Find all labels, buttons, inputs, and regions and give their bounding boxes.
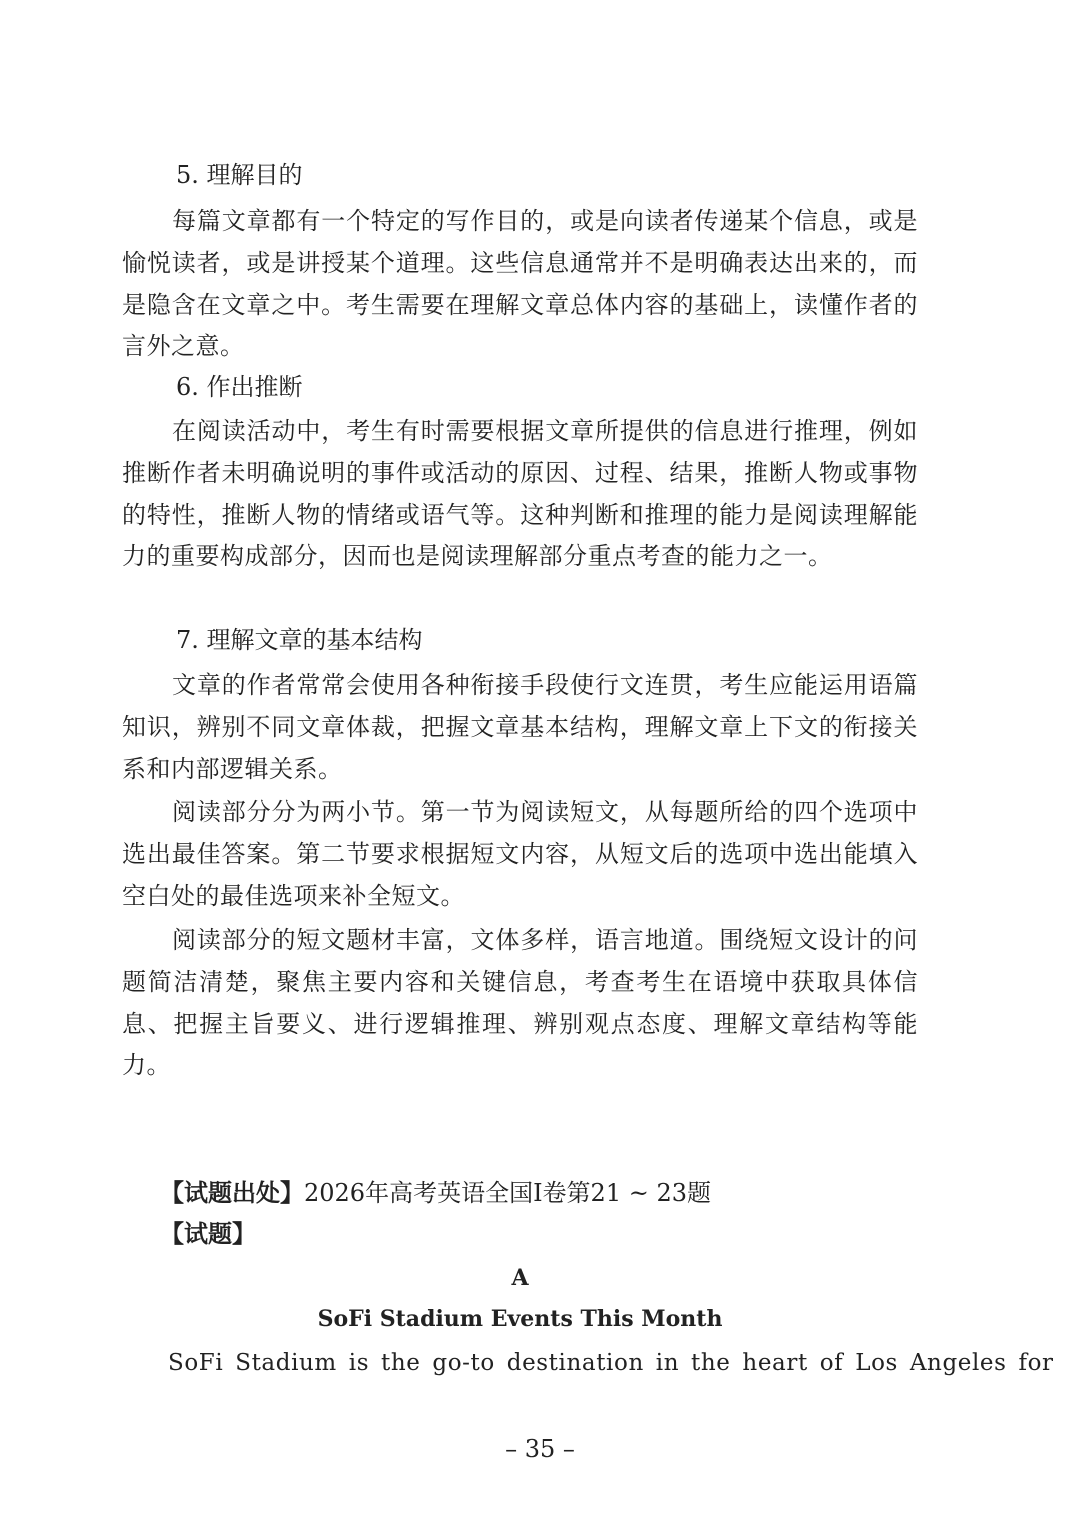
source-value: 2026年高考英语全国I卷第21 ~ 23题 bbox=[304, 1179, 712, 1207]
section-7-heading: 7. 理解文章的基本结构 bbox=[176, 626, 423, 654]
passage-first-line: SoFi Stadium is the go-to destination in the heart of Los Angeles for bbox=[168, 1350, 1054, 1376]
question-label: 【试题】 bbox=[160, 1219, 256, 1248]
section-5-text: 每篇文章都有一个特定的写作目的，或是向读者传递某个信息，或是愉悦读者，或是讲授某个道理。这些信息通常并不是明确表达出来的，而是隐含在文章之中。考生需要在理解文章总体内容的基础上，读懂作者的言外之意。 bbox=[122, 207, 918, 361]
section-6-heading: 6. 作出推断 bbox=[176, 373, 303, 401]
section-6-text: 在阅读活动中，考生有时需要根据文章所提供的信息进行推理，例如推断作者未明确说明的事件或活动的原因、过程、结果，推断人物或事物的特性，推断人物的情绪或语气等。这种判断和推理的能力是阅读理解能力的重要构成部分，因而也是阅读理解部分重点考查的能力之一。 bbox=[122, 417, 918, 571]
source-line bbox=[160, 1178, 711, 1208]
source-label: 【试题出处】 bbox=[160, 1178, 304, 1207]
reading-material-paragraph: 阅读部分的短文题材丰富，文体多样，语言地道。围绕短文设计的问题简洁清楚，聚焦主要内容和关键信息，考查考生在语境中获取具体信息、把握主旨要义、进行逻辑推理、辨别观点态度、理解文章结构等能力。 bbox=[122, 926, 918, 1080]
passage-title: SoFi Stadium Events This Month bbox=[317, 1306, 723, 1332]
passage-letter: A bbox=[511, 1265, 529, 1291]
section-7-text: 文章的作者常常会使用各种衔接手段使行文连贯，考生应能运用语篇知识，辨别不同文章体裁，把握文章基本结构，理解文章上下文的衔接关系和内部逻辑关系。 bbox=[122, 671, 918, 783]
section-5-heading: 5. 理解目的 bbox=[176, 161, 303, 189]
page-number: – 35 – bbox=[505, 1435, 575, 1463]
reading-sections-paragraph: 阅读部分分为两小节。第一节为阅读短文，从每题所给的四个选项中选出最佳答案。第二节要求根据短文内容，从短文后的选项中选出能填入空白处的最佳选项来补全短文。 bbox=[122, 798, 918, 910]
